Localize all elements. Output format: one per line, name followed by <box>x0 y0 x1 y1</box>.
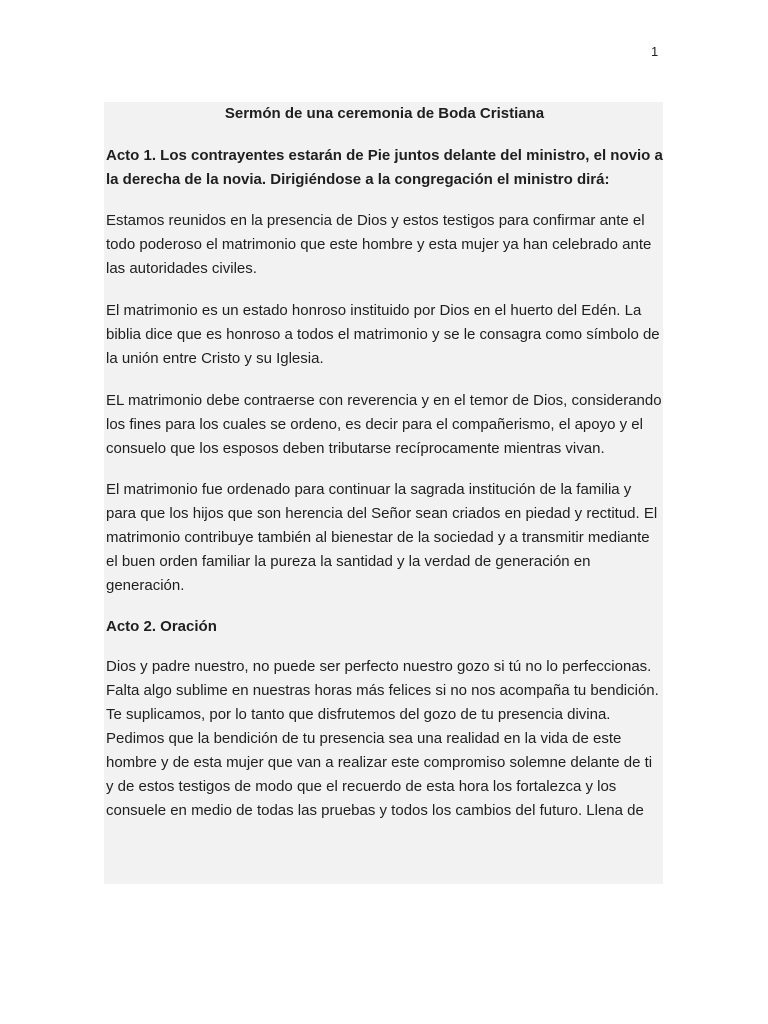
paragraph: EL matrimonio debe contraerse con reverencia y en el temor de Dios, considerando los fines para los cuales se ordeno, es decir para el compañerismo, el apoyo y el consuelo que los esposos deben tributarse recíprocamente mientras vivan. <box>106 392 662 457</box>
paragraph: Estamos reunidos en la presencia de Dios y estos testigos para confirmar ante el todo poderoso el matrimonio que este hombre y esta mujer ya han celebrado ante las autoridades civiles. <box>106 212 652 277</box>
paragraph: El matrimonio es un estado honroso instituido por Dios en el huerto del Edén. La biblia dice que es honroso a todos el matrimonio y se le consagra como símbolo de la unión entre Cristo y su Iglesia. <box>106 302 660 367</box>
paragraph: Dios y padre nuestro, no puede ser perfecto nuestro gozo si tú no lo perfeccionas. Falta algo sublime en nuestras horas más felices si no nos acompaña tu bendición. Te suplicamos, por lo tanto que disfrutemos del gozo de tu presencia divina. Pedimos que la bendición de tu presencia sea una realidad en la vida de este hombre y de esta mujer que van a realizar este compromiso solemne delante de ti y de estos testigos de modo que el recuerdo de esta hora los fortalezca y los consuele en medio de todas las pruebas y todos los cambios del futuro. Llena de <box>106 658 659 819</box>
document-body <box>104 102 663 884</box>
document-title: Sermón de una ceremonia de Boda Cristiana <box>224 105 545 122</box>
page-number: 1 <box>651 44 659 59</box>
paragraph: El matrimonio fue ordenado para continuar la sagrada institución de la familia y para que los hijos que son herencia del Señor sean criados en piedad y rectitud. El matrimonio contribuye también al bienestar de la sociedad y a transmitir mediante el buen orden familiar la pureza la santidad y la verdad de generación en generación. <box>106 481 658 594</box>
acto1-heading: Acto 1. Los contrayentes estarán de Pie juntos delante del ministro, el novio a la derecha de la novia. Dirigiéndose a la congregación el ministro dirá: <box>106 147 663 188</box>
acto2-heading: Acto 2. Oración <box>106 618 217 635</box>
